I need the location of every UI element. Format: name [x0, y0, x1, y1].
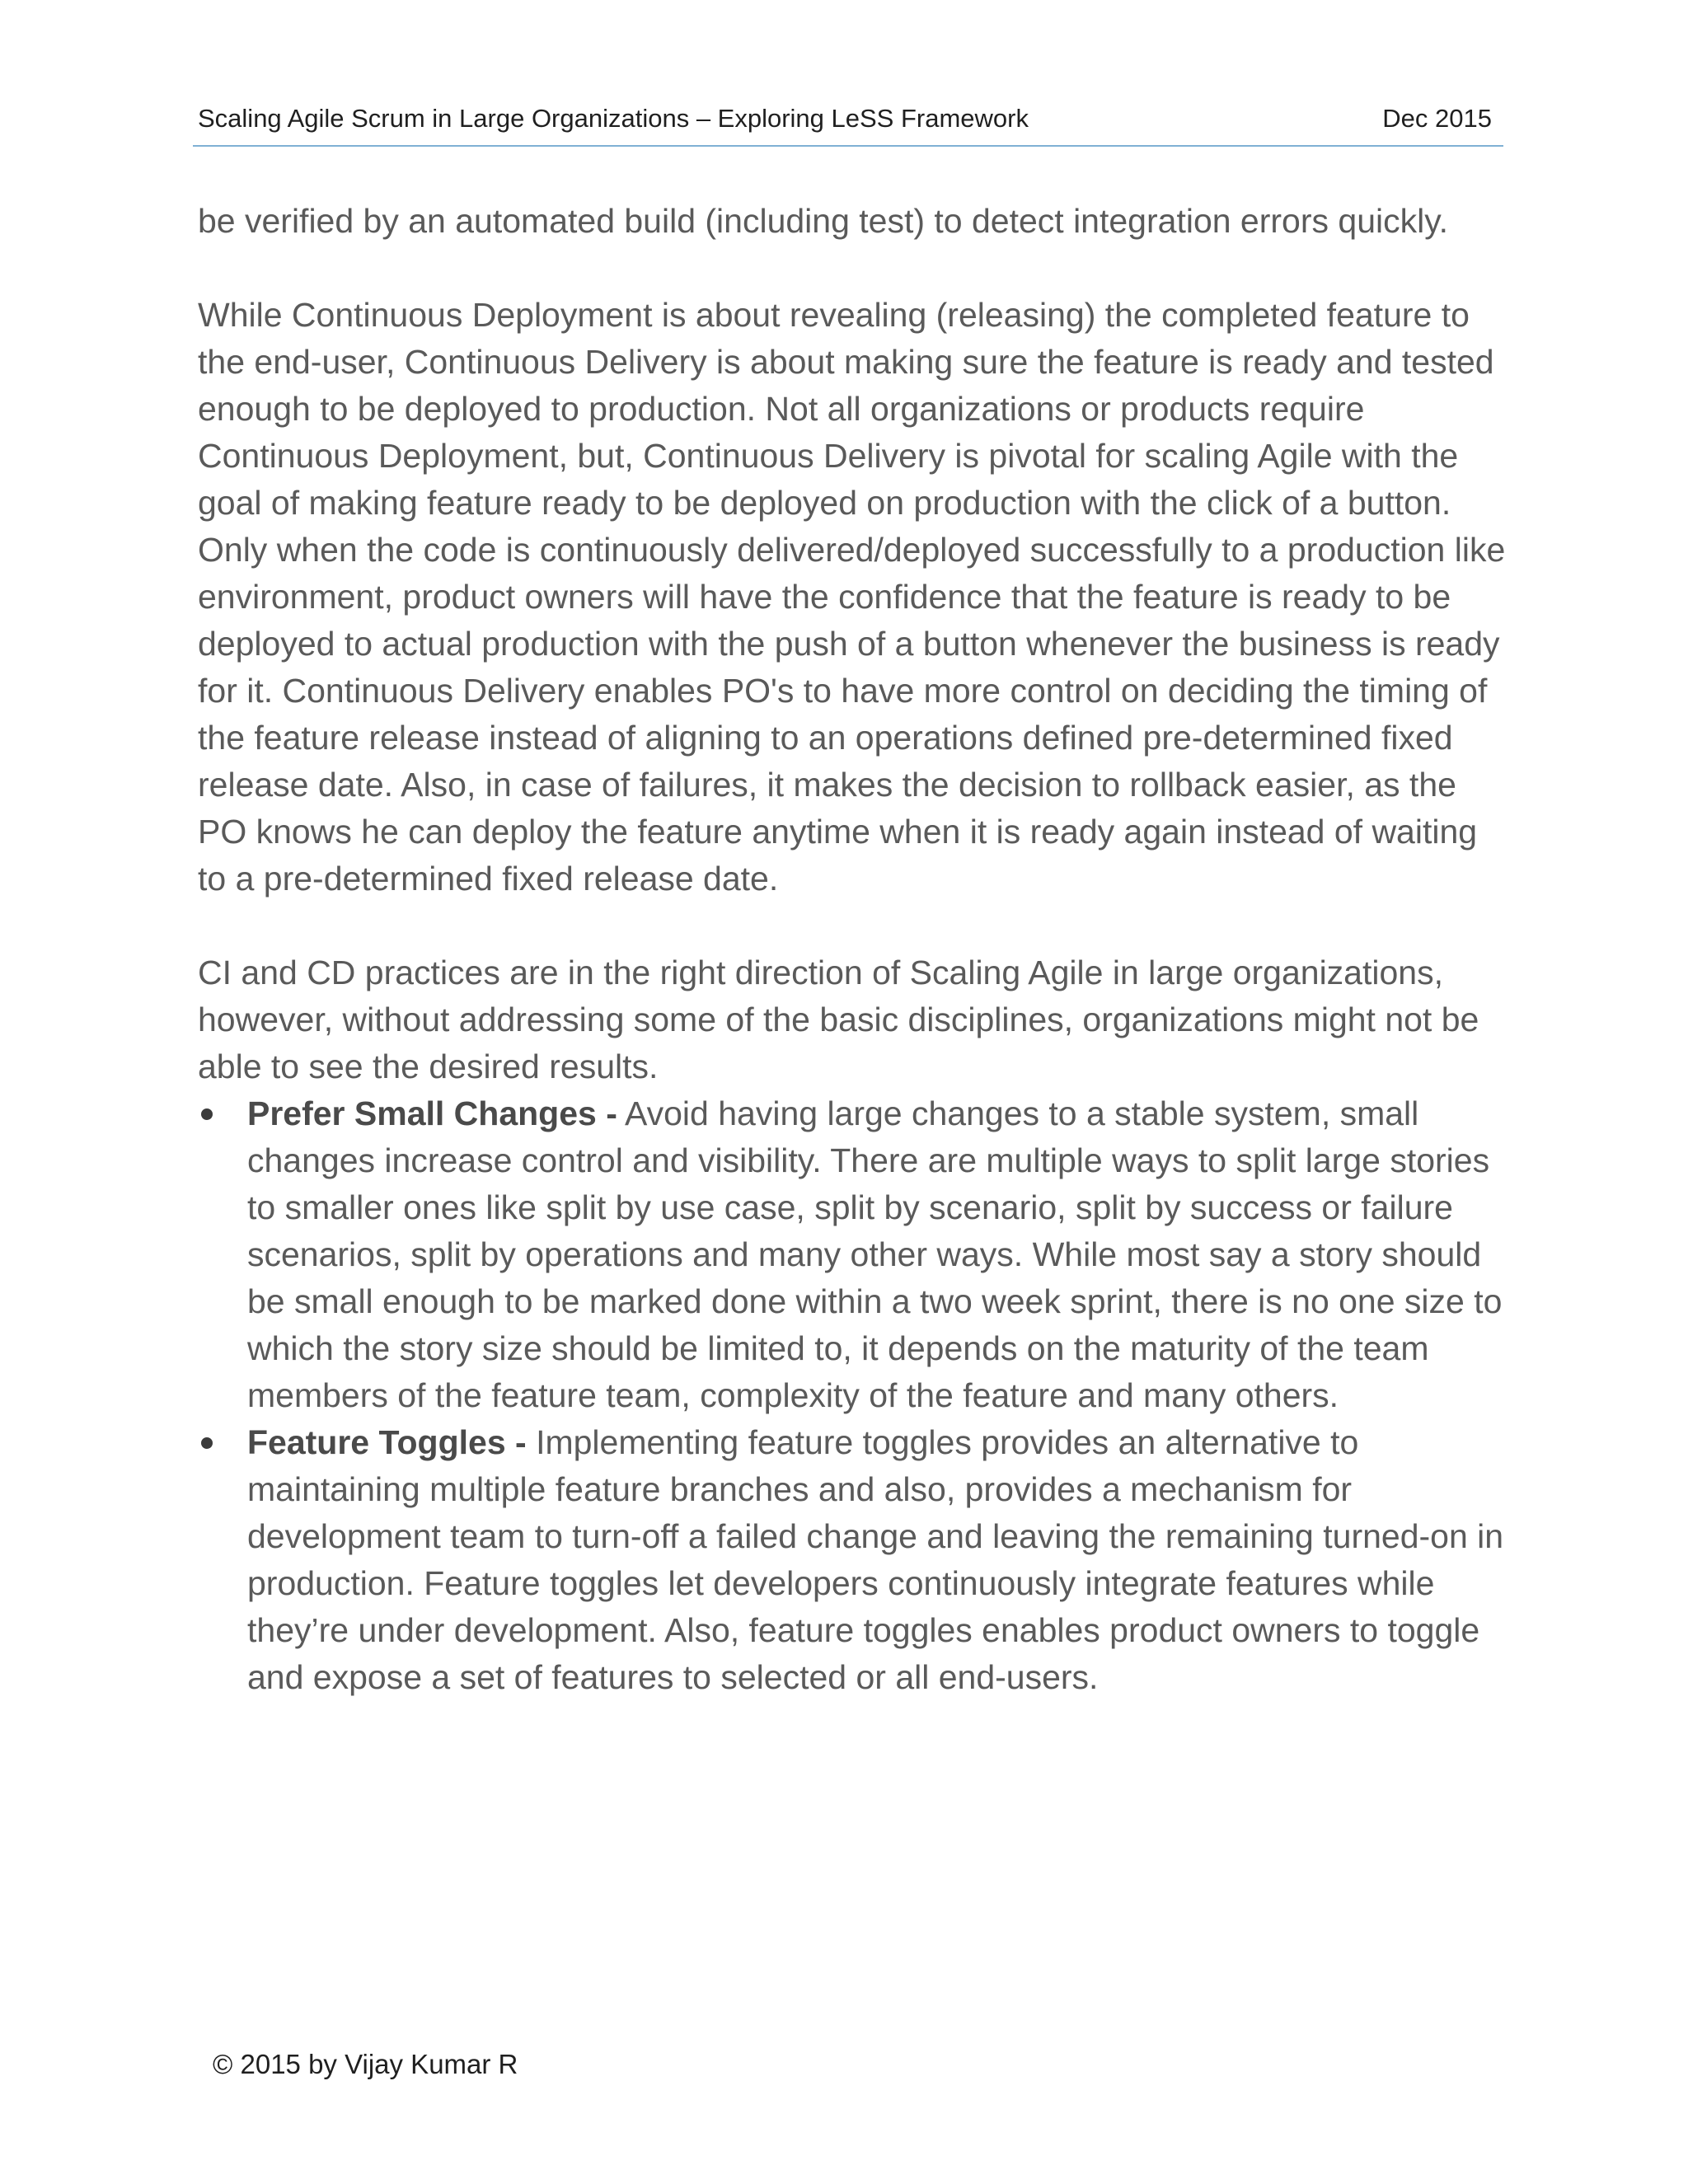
bullet-icon	[201, 1108, 213, 1120]
paragraph-continuous-delivery: While Continuous Deployment is about revealing (releasing) the completed feature to the end-user, Continuous Delivery is about making sure the feature is ready and tested enough to be deployed to production. Not all organizations or products require Continuous Deployment, but, Continuous Delivery is pivotal for scaling Agile with the goal of making feature ready to be deployed on production with the click of a button. Only when the code is continuously delivered/deployed successfully to a production like environment, product owners will have the confidence that the feature is ready to be deployed to actual production with the push of a button whenever the business is ready for it. Continuous Delivery enables PO's to have more control on deciding the timing of the feature release instead of aligning to an operations defined pre-determined fixed release date. Also, in case of failures, it makes the decision to rollback easier, as the PO knows he can deploy the feature anytime when it is ready again instead of waiting to a pre-determined fixed release date.	[198, 296, 1506, 898]
page-body	[198, 198, 1508, 1701]
bullet-list	[198, 1090, 1508, 1701]
document-title: Scaling Agile Scrum in Large Organizations – Exploring LeSS Framework	[198, 104, 1029, 133]
bullet-item-feature-toggles	[198, 1419, 1508, 1701]
bullet-text: Implementing feature toggles provides an alternative to maintaining multiple feature branches and also, provides a mechanism for development team to turn-off a failed change and leaving the remaining turned-on in production. Feature toggles let developers continuously integrate features while they’re under development. Also, feature toggles enables product owners to toggle and expose a set of features to selected or all end-users.	[247, 1423, 1504, 1696]
copyright-footer: © 2015 by Vijay Kumar R	[213, 2049, 518, 2079]
header-divider	[193, 145, 1503, 147]
bullet-text: Avoid having large changes to a stable system, small changes increase control and visibility. There are multiple ways to split large stories to smaller ones like split by use case, split by scenario, split by success or failure scenarios, split by operations and many other ways. While most say a story should be small enough to be marked done within a two week sprint, there is no one size to which the story size should be limited to, it depends on the maturity of the team members of the feature team, complexity of the feature and many others.	[247, 1094, 1503, 1414]
page-header	[198, 96, 1492, 142]
bullet-term: Feature Toggles -	[247, 1423, 527, 1461]
bullet-term: Prefer Small Changes -	[247, 1094, 617, 1132]
bullet-item-small-changes	[198, 1090, 1508, 1419]
paragraph-ci-cd-practices: CI and CD practices are in the right direction of Scaling Agile in large organizations, however, without addressing some of the basic disciplines, organizations might not be able to see the desired results.	[198, 954, 1479, 1085]
paragraph-continuation: be verified by an automated build (including test) to detect integration errors quickly.	[198, 202, 1449, 240]
document-date: Dec 2015	[1382, 104, 1492, 133]
bullet-icon	[201, 1437, 213, 1449]
